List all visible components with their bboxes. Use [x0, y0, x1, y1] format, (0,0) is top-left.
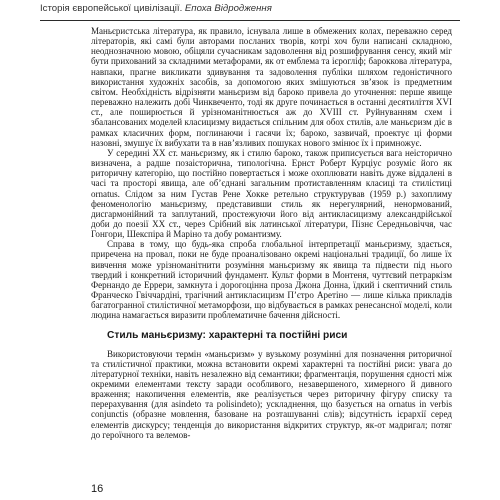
running-header — [40, 0, 460, 21]
page-body — [91, 26, 452, 440]
header-book-title: Історія європейської цивілізації. — [40, 3, 183, 14]
section-paragraph: Використовуючи термін «маньєризм» у вузькому розумінні для позначення риторичної та стилістичної практики, можна встановити окремі характерні та постійні риси: увага до літературної техніки, навіть незалежно від семантики; фрагментація, порушення єдності між окремими елементами тексту заради особливого, незавершеного, химерного й дивного враження; накопичення елементів, яке реалізується через риторичну фігуру списку та перерахування (для asindeto та polisindeto); ускладнення, що базується на ornatus in verbis conjunctis (образне мовлення, базоване на розташуванні слів); відсутність ієрархії серед елементів дискурсу; тенденція до використання відкритих структур, як-от мадригал; потяг до героїчного та велемов- — [91, 348, 452, 440]
paragraph-3: Справа в тому, що будь-яка спроба глобальної інтерпретації маньєризму, здається, приречена на провал, поки не буде проаналізовано окремі національні традиції, бо лише їх вивчення може урізноманітнити розуміння маньєризму як явища та підвести під нього твердий і конкретний історичний фундамент. Культ форми в Монтеня, чуттєвий петраркізм Фернандо де Еррери, замкнута і дорогоцінна проза Джона Донна, їдкий і скептичний стиль Франческо Гвіччардіні, трагічний антикласицизм П’єтро Аретіно — лише кілька прикладів багатогранної стилістичної метаморфози, що відбувається в рамках ренесансної моделі, коли людина намагається виразити проблематичне бачення дійсності. — [91, 239, 452, 321]
paragraph-2: У середині XX ст. маньєризму, як і стилю бароко, також приписується вага неісторично визначена, а радше позаісторична, типологічна. Ернст Роберт Курціус розуміє його як риторичну категорію, що постійно повертається і може охоплювати навіть дуже віддалені в часі та просторі явища, але об’єднані загальним протиставленням класиці та стилістиці ornatus. Слідом за ним Густав Рене Хокке ретельно структурував (1959 р.) захоплиму феноменологію маньєризму, представивши стиль як нерегулярний, ненормований, дисгармонійний та заплутаний, простежуючи його від антикласицизму александрійської доби до поезії XX ст., через Срібний вік латинської літератури, Пізнє Середньовіччя, час Гонгори, Шекспіра й Маріно та добу романтизму. — [91, 147, 452, 240]
header-volume-title: Епоха Відродження — [184, 3, 272, 14]
page-number: 16 — [91, 483, 104, 495]
paragraph-1: Маньєристська література, як правило, існувала лише в обмежених колах, переважно серед літераторів, які самі були авторами посланих творів, котрі хоч були написані складною, неоднозначною мовою, обіцяли сучасникам задоволення від розшифрування сенсу, який міг бути прихований за складними метафорами, як от емблема та ієрогліф; бароккова література, навпаки, прагне викликати здивування та задоволення публіки шляхом гедоністичного використання художніх засобів, за допомогою яких змішуються зв’язок із предметним світом. Необхідність відрізняти маньєризм від бароко привела до уточнення: перше явище переважно належить добі Чинквеченто, тоді як друге починається в останні десятиліття XVI ст., але поширюється й урізноманітнюється аж до XVIII ст. Руйнуванням схем і збалансованих моделей класицизму видається спільним для обох стилів, але маньєризм діє в рамках класичних форм, поглинаючи і гасячи їх; бароко, зазвичай, проектує ці форми назовні, змушує їх вибухати та в нав’язливих пошуках нового змінює їх і примножує. — [91, 26, 452, 148]
section-heading: Стиль маньєризму: характерні та постійні риси — [107, 329, 348, 341]
